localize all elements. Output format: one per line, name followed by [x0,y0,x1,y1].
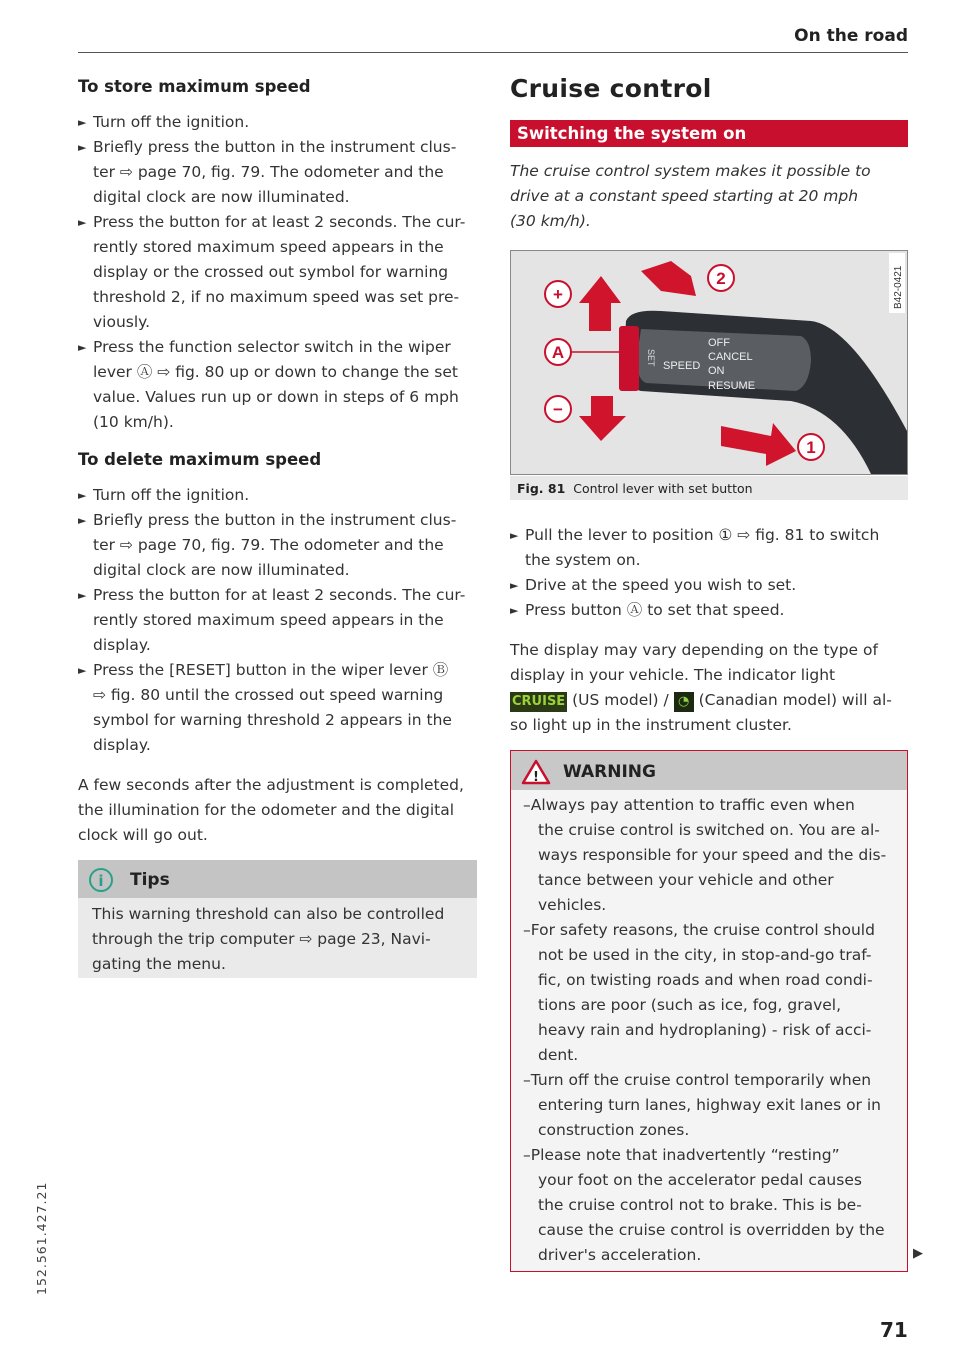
text-line: the illumination for the odometer and the digital [78,801,455,819]
text-line: – Please note that inadvertently “resting” [523,1143,907,1168]
cancel-label: CANCEL [708,351,753,363]
arrow-up-plus [579,276,621,331]
text-line: driver's acceleration. [538,1246,702,1264]
text-line: your foot on the accelerator pedal causes [538,1171,862,1189]
text-line: display or the crossed out symbol for warning [93,263,449,281]
cruise-indicator-us: CRUISE [510,692,567,712]
callout-plus: + [553,285,563,304]
list-item [510,573,910,598]
callout-1: 1 [806,438,816,457]
arrow-position-2 [641,261,696,296]
text-line: vehicles. [538,896,607,914]
header-rule [78,52,908,53]
svg-text:!: ! [533,770,539,785]
text-line: ways responsible for your speed and the dis- [538,846,887,864]
text-line: ► Turn off the ignition. [93,483,478,508]
text-line: drive at a constant speed starting at 20 mph [510,187,859,205]
text-line: not be used in the city, in stop-and-go traf- [538,946,872,964]
tips-text [78,898,477,977]
text-line: the cruise control is switched on. You are al- [538,821,880,839]
warning-title: WARNING [563,762,656,782]
text-line: ► Press the button for at least 2 seconds. The cur- [93,583,478,608]
text-line: tance between your vehicle and other [538,871,834,889]
text-line: digital clock are now illuminated. [93,561,350,579]
text-line: entering turn lanes, highway exit lanes or in [538,1096,881,1114]
text-line: A few seconds after the adjustment is completed, [78,776,464,794]
steps-list [510,523,910,623]
continue-arrow-icon: ▶ [913,1246,923,1261]
warning-list [511,790,907,1268]
text-line: fic, on twisting roads and when road condi- [538,971,873,989]
text-line: lever Ⓐ ⇨ fig. 80 up or down to change the set [93,363,458,381]
text-line: rently stored maximum speed appears in the [93,238,444,256]
text-line: This warning threshold can also be controlled [92,905,445,923]
text-line: value. Values run up or down in steps of 6 mph [93,388,459,406]
store-heading: To store maximum speed [78,77,311,96]
callout-a: A [551,343,565,362]
text-line: ► Briefly press the button in the instrument clus- [93,508,478,533]
list-item [511,918,907,1068]
list-item [511,1143,907,1268]
text-line: the system on. [525,551,641,569]
text-line: the cruise control not to brake. This is be- [538,1196,862,1214]
text-line: ► Drive at the speed you wish to set. [525,573,910,598]
text-line: rently stored maximum speed appears in the [93,611,444,629]
list-item [78,210,478,335]
figure-caption [510,476,908,500]
text-line: display in your vehicle. The indicator light [510,666,836,684]
text-line: clock will go out. [78,826,208,844]
arrow-position-1 [721,423,796,466]
delete-heading: To delete maximum speed [78,450,322,469]
display-paragraph [510,638,910,738]
section-bar: Switching the system on [510,120,908,147]
warning-triangle-icon [521,759,551,785]
text-line: gating the menu. [92,955,226,973]
tips-box [78,860,477,978]
text-line: – Turn off the cruise control temporarily when [523,1068,907,1093]
running-header: On the road [794,26,908,46]
caption-number: Fig. 81 [517,481,566,496]
text-line: ► Press button Ⓐ to set that speed. [525,598,910,623]
text-line: – For safety reasons, the cruise control should [523,918,907,943]
arrow-down-minus [579,396,626,441]
page-title: Cruise control [510,74,712,103]
adjust-paragraph [78,773,478,848]
text-line: ► Press the button for at least 2 seconds. The cur- [93,210,478,235]
text-line: through the trip computer ⇨ page 23, Navi- [92,930,431,948]
text-line: display. [93,736,151,754]
list-item [510,598,910,623]
callout-minus: − [553,400,563,419]
text-line: The display may vary depending on the type of [510,641,878,659]
text-line: (10 km/h). [93,413,174,431]
display-lines [510,638,910,688]
off-label: OFF [708,337,730,349]
text-line: (30 km/h). [510,212,591,230]
text-line: ► Press the [RESET] button in the wiper lever Ⓑ [93,658,478,683]
intro-paragraph [510,159,910,234]
ca-text: (Canadian model) will al- [693,691,892,709]
text-line: ► Press the function selector switch in the wiper [93,335,478,360]
display-last-line: so light up in the instrument cluster. [510,716,792,734]
us-text: (US model) / [567,691,674,709]
list-item [511,793,907,918]
list-item [78,483,478,508]
list-item [510,523,910,573]
callout-2: 2 [716,269,726,288]
list-item [78,508,478,583]
warning-box [510,750,908,1272]
text-line: construction zones. [538,1121,690,1139]
list-item [78,583,478,658]
text-line: viously. [93,313,151,331]
text-line: ► Pull the lever to position ① ⇨ fig. 81 to switch [525,523,910,548]
tips-header [78,860,477,898]
svg-text:i: i [98,872,104,890]
text-line: ► Briefly press the button in the instrument clus- [93,135,478,160]
text-line: ► Turn off the ignition. [93,110,478,135]
list-item [78,110,478,135]
cruise-indicator-canada-icon: ◔ [674,692,694,712]
list-item [78,658,478,758]
text-line: ter ⇨ page 70, fig. 79. The odometer and the [93,536,444,554]
caption-text: Control lever with set button [573,481,753,496]
warning-header [511,751,907,790]
on-label: ON [708,365,725,377]
figure-code: B42-0421 [893,265,904,309]
text-line: – Always pay attention to traffic even when [523,793,907,818]
info-icon [88,867,114,893]
text-line: ter ⇨ page 70, fig. 79. The odometer and the [93,163,444,181]
text-line: threshold 2, if no maximum speed was set pre- [93,288,460,306]
page-number: 71 [880,1318,908,1342]
figure-lever [510,250,908,475]
text-line: tions are poor (such as ice, fog, gravel, [538,996,842,1014]
list-item [78,335,478,435]
list-item [78,135,478,210]
text-line: The cruise control system makes it possible to [510,162,871,180]
store-list [78,110,478,435]
side-code: 152.561.427.21 [34,1181,49,1295]
text-line: dent. [538,1046,579,1064]
list-item [511,1068,907,1143]
delete-list [78,483,478,758]
text-line: ⇨ fig. 80 until the crossed out speed warning [93,686,444,704]
text-line: digital clock are now illuminated. [93,188,350,206]
text-line: cause the cruise control is overridden by the [538,1221,885,1239]
set-label: SET [646,349,656,367]
speed-label: SPEED [663,360,701,372]
text-line: display. [93,636,151,654]
text-line: heavy rain and hydroplaning) - risk of acci- [538,1021,872,1039]
text-line: symbol for warning threshold 2 appears in the [93,711,452,729]
resume-label: RESUME [708,380,756,392]
set-button [619,326,639,391]
tips-title: Tips [130,870,170,890]
lever-illustration [511,251,907,474]
